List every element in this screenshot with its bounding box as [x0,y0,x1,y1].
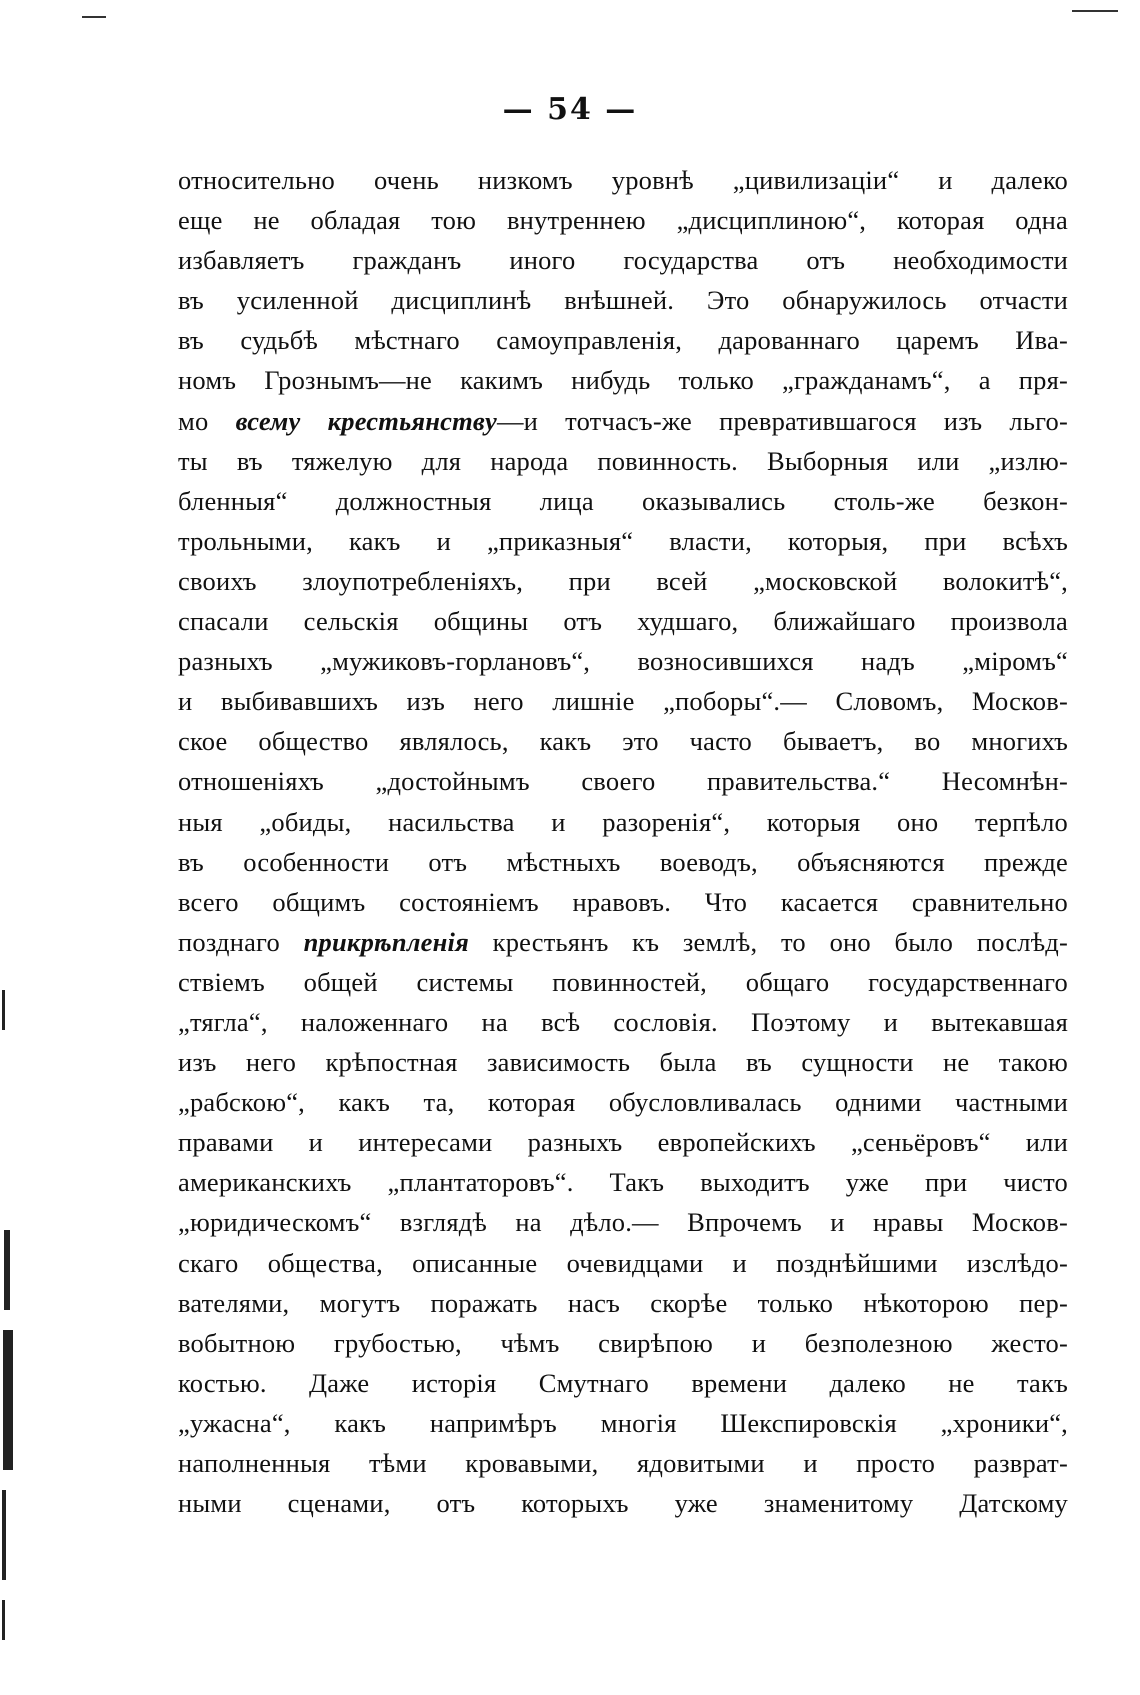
text-run: мо [178,405,236,436]
text-line [178,922,1068,962]
emphasis-text: всему крестьянству [235,405,497,436]
text-line: въ судьбѣ мѣстнаго самоуправленія, дарованнаго царемъ Ива- [178,325,1068,356]
text-line: въ усиленной дисциплинѣ внѣшней. Это обнаружилось отчасти [178,285,1068,316]
text-line: и выбивавшихъ изъ него лишніе „поборы“.— Словомъ, Москов- [178,686,1068,717]
text-line: спасали сельскія общины отъ худшаго, ближайшаго произвола [178,606,1068,637]
text-line: „юридическомъ“ взглядѣ на дѣло.— Впрочемъ и нравы Москов- [178,1207,1068,1238]
text-line: ныя „обиды, насильства и разоренія“, которыя оно терпѣло [178,806,1068,837]
text-run: —и тотчасъ-же превратившагося изъ льго- [496,405,1068,436]
text-run: крестьянъ къ землѣ, то оно было послѣд- [468,926,1068,957]
text-line: относительно очень низкомъ уровнѣ „цивилизаціи“ и далеко [178,165,1068,195]
page-number: — 54 — [502,92,638,127]
text-line: американскихъ „плантаторовъ“. Такъ выходитъ уже при чисто [178,1167,1068,1198]
text-line: своихъ злоупотребленіяхъ, при всей „московской волокитѣ“, [178,565,1068,596]
text-line: ское общество являлось, какъ это часто бываетъ, во многихъ [178,726,1068,757]
text-line: изъ него крѣпостная зависимость была въ сущности не такою [178,1047,1068,1078]
text-line: „ужасна“, какъ напримѣръ многія Шекспировскія „хроники“, [178,1407,1068,1438]
body-text [178,160,1068,1523]
text-line: вобытною грубостью, чѣмъ свирѣпою и безполезною жесто- [178,1327,1068,1358]
scan-edge-mark [2,1490,6,1580]
scan-edge-mark [3,1330,13,1470]
scan-edge-mark [2,990,5,1030]
text-line: „рабскою“, какъ та, которая обусловливалась одними частными [178,1087,1068,1118]
text-line: ствіемъ общей системы повинностей, общаго государственнаго [178,966,1068,997]
text-line: избавляетъ гражданъ иного государства отъ необходимости [178,245,1068,276]
text-run: позднаго [178,926,304,957]
scan-mark-top-left [82,16,106,18]
text-line: бленныя“ должностныя лица оказывались столь-же безкон- [178,485,1068,516]
text-line: разныхъ „мужиковъ-горлановъ“, возносившихся надъ „міромъ“ [178,646,1068,677]
text-line: въ особенности отъ мѣстныхъ воеводъ, объясняются прежде [178,846,1068,877]
scan-edge-mark [4,1230,10,1310]
emphasis-text: прикрѣпленія [303,926,469,957]
text-line: костью. Даже исторія Смутнаго времени далеко не такъ [178,1367,1068,1398]
text-line [178,401,1068,441]
text-line: ными сценами, отъ которыхъ уже знаменитому Датскому [178,1488,1068,1519]
scan-edge-mark [2,1600,5,1640]
scan-mark-top-right [1072,10,1118,12]
text-line: скаго общества, описанные очевидцами и позднѣйшими изслѣдо- [178,1247,1068,1278]
text-line: трольными, какъ и „приказныя“ власти, которыя, при всѣхъ [178,525,1068,556]
text-line: номъ Грознымъ—не какимъ нибудь только „гражданамъ“, а пря- [178,365,1068,396]
text-line: еще не обладая тою внутреннею „дисциплиною“, которая одна [178,205,1068,236]
text-line: вателями, могутъ поражать насъ скорѣе только нѣкоторою пер- [178,1287,1068,1318]
text-line: отношеніяхъ „достойнымъ своего правительства.“ Несомнѣн- [178,766,1068,797]
text-line: наполненныя тѣми кровавыми, ядовитыми и просто разврат- [178,1448,1068,1478]
text-line: правами и интересами разныхъ европейскихъ „сеньёровъ“ или [178,1127,1068,1158]
text-line: „тягла“, наложеннаго на всѣ сословія. Поэтому и вытекавшая [178,1006,1068,1037]
text-line: всего общимъ состояніемъ нравовъ. Что касается сравнительно [178,886,1068,917]
text-line: ты въ тяжелую для народа повинность. Выборныя или „излю- [178,445,1068,476]
